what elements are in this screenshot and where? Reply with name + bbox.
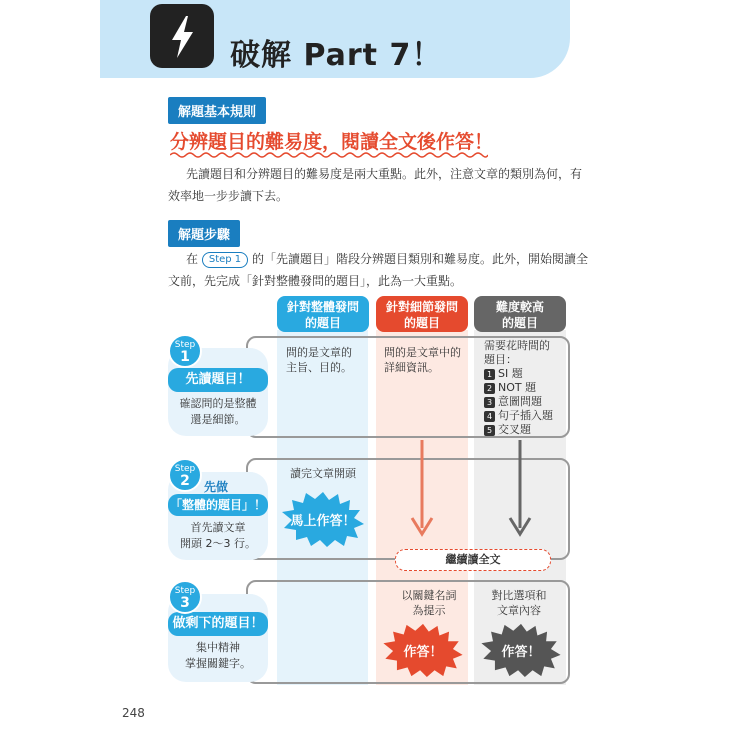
step3-desc-line2: 掌握關鍵字。 bbox=[185, 657, 251, 670]
row1-col3-line2: 題目： bbox=[484, 353, 517, 366]
step3-title: 做剩下的題目！ bbox=[168, 612, 268, 636]
column-header-line1: 針對整體發問 bbox=[286, 300, 359, 314]
list-item-text: 交叉題 bbox=[498, 423, 531, 436]
number-badge: 4 bbox=[484, 411, 495, 422]
step-pill: Step 1 bbox=[202, 252, 248, 268]
step1-badge bbox=[168, 334, 202, 368]
list-item bbox=[484, 380, 536, 395]
row2-col1-text: 讀完文章開頭 bbox=[290, 467, 356, 480]
column-header-overall bbox=[277, 296, 369, 332]
list-item-text: NOT 題 bbox=[498, 381, 537, 394]
step1-title: 先讀題目！ bbox=[168, 368, 268, 392]
row1-col2-line1: 問的是文章中的 bbox=[384, 346, 461, 359]
step2-desc-line2: 開頭 2～3 行。 bbox=[180, 537, 256, 550]
step-label: Step bbox=[174, 586, 196, 596]
column-header-detail bbox=[376, 296, 468, 332]
list-item bbox=[484, 408, 553, 423]
step-number: 3 bbox=[180, 595, 190, 611]
step-label: Step bbox=[174, 340, 196, 350]
list-item bbox=[484, 422, 531, 437]
list-item-text: SI 題 bbox=[498, 367, 523, 380]
step1-desc-line2: 還是細節。 bbox=[190, 413, 246, 426]
column-header-hard bbox=[474, 296, 566, 332]
section-subtitle: 分辨題目的難易度，閱讀全文後作答！ bbox=[170, 131, 494, 153]
para-prefix: 在 bbox=[186, 252, 199, 266]
row1-col2-line2: 詳細資訊。 bbox=[384, 361, 439, 374]
arrow-down-icon bbox=[506, 440, 534, 544]
row3-col3-line2: 文章內容 bbox=[497, 604, 541, 617]
number-badge: 1 bbox=[484, 369, 495, 380]
list-item bbox=[484, 366, 523, 381]
page-title: 破解 Part 7！ bbox=[230, 38, 443, 73]
steps-paragraph-line-1 bbox=[186, 248, 588, 270]
steps-paragraph-line-2: 文前，先完成「針對整體發問的題目」，此為一大重點。 bbox=[168, 274, 463, 288]
row1-col3-line1: 需要花時間的 bbox=[484, 339, 550, 352]
step-label: Step bbox=[174, 464, 196, 474]
lightning-icon bbox=[150, 4, 214, 68]
row1-col1-line1: 問的是文章的 bbox=[286, 346, 352, 359]
column-header-line2: 的題目 bbox=[501, 316, 538, 330]
section-tag-basic-rules: 解題基本規則 bbox=[168, 97, 266, 124]
answer-now-label: 馬上作答！ bbox=[290, 514, 356, 529]
section-tag-steps: 解題步驟 bbox=[168, 220, 240, 247]
page-number: 248 bbox=[122, 706, 145, 720]
row1-col1-line2: 主旨、目的。 bbox=[286, 361, 352, 374]
paragraph-line-1: 先讀題目和分辨題目的難易度是兩大重點。此外，注意文章的類別為何，有 bbox=[186, 167, 583, 181]
column-header-line1: 針對細節發問 bbox=[385, 300, 458, 314]
list-item-text: 句子插入題 bbox=[498, 409, 553, 422]
step-number: 2 bbox=[180, 473, 190, 489]
step2-badge bbox=[168, 458, 202, 492]
wavy-underline bbox=[170, 151, 488, 159]
step2-title-line2: 「整體的題目」！ bbox=[168, 494, 268, 516]
continue-reading-pill: 繼續讀全文 bbox=[395, 549, 551, 571]
step3-desc-line1: 集中精神 bbox=[196, 641, 240, 654]
list-item bbox=[484, 394, 542, 409]
number-badge: 5 bbox=[484, 425, 495, 436]
list-item-text: 意圖問題 bbox=[498, 395, 542, 408]
column-header-line2: 的題目 bbox=[304, 316, 341, 330]
number-badge: 2 bbox=[484, 383, 495, 394]
paragraph-line-2: 效率地一步步讀下去。 bbox=[168, 189, 289, 203]
arrow-down-icon bbox=[408, 440, 436, 544]
row3-col3-line1: 對比選項和 bbox=[491, 589, 547, 602]
column-header-line2: 的題目 bbox=[403, 316, 440, 330]
para-line1-rest: 的「先讀題目」階段分辨題目類別和難易度。此外，開始閱讀全 bbox=[251, 252, 588, 266]
step2-desc-line1: 首先讀文章 bbox=[190, 521, 246, 534]
row3-col2-line1: 以關鍵名詞 bbox=[401, 589, 457, 602]
answer-label-gray: 作答！ bbox=[501, 645, 541, 660]
answer-label-red: 作答！ bbox=[403, 645, 443, 660]
step3-badge bbox=[168, 580, 202, 614]
row3-col2-line2: 為提示 bbox=[412, 604, 446, 617]
number-badge: 3 bbox=[484, 397, 495, 408]
step1-desc-line1: 確認問的是整體 bbox=[179, 397, 257, 410]
column-header-line1: 難度較高 bbox=[495, 300, 544, 314]
step-number: 1 bbox=[180, 349, 190, 365]
step2-title-line1: 先做 bbox=[204, 480, 229, 494]
